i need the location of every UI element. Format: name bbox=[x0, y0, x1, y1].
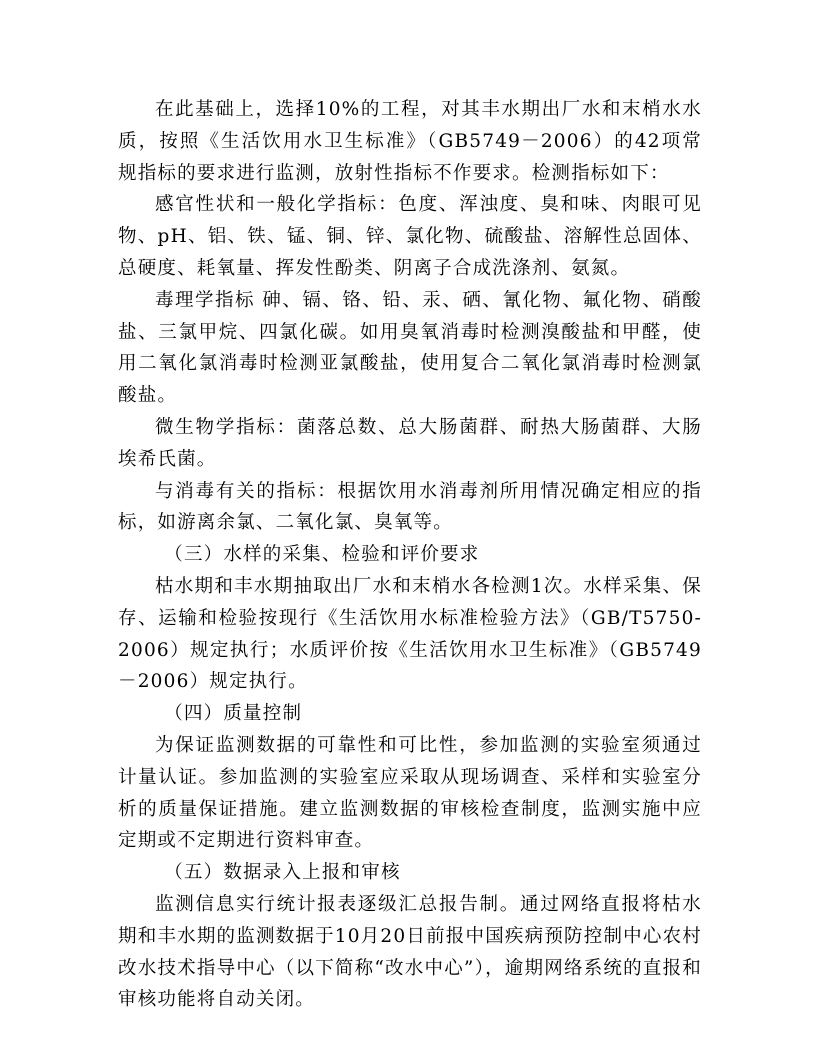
paragraph-sampling: 枯水期和丰水期抽取出厂水和末梢水各检测1次。水样采集、保存、运输和检验按现行《生活饮用水标准检验方法》（GB/T5750- 2006）规定执行；水质评价按《生活饮用水卫生标准》（GB5749－2006）规定执行。 bbox=[118, 575, 702, 693]
paragraph-data-entry: 监测信息实行统计报表逐级汇总报告制。通过网络直报将枯水期和丰水期的监测数据于10月20日前报中国疾病预防控制中心农村改水技术指导中心（以下简称“改水中心”），逾期网络系统的直报和审核功能将自动关闭。 bbox=[118, 893, 702, 1011]
paragraph-microbiology-indicators: 微生物学指标：菌落总数、总大肠菌群、耐热大肠菌群、大肠埃希氏菌。 bbox=[118, 416, 702, 470]
paragraph-quality-control: 为保证监测数据的可靠性和可比性，参加监测的实验室须通过计量认证。参加监测的实验室应采取从现场调查、采样和实验室分析的质量保证措施。建立监测数据的审核检查制度，监测实施中应定期或不定期进行资料审查。 bbox=[118, 734, 702, 852]
section-heading-data-entry: （五）数据录入上报和审核 bbox=[164, 862, 401, 884]
section-heading-sampling: （三）水样的采集、检验和评价要求 bbox=[164, 544, 480, 566]
paragraph-toxicology-indicators: 毒理学指标 砷、镉、铬、铅、汞、硒、氰化物、氟化物、硝酸盐、三氯甲烷、四氯化碳。如用臭氧消毒时检测溴酸盐和甲醛，使用二氧化氯消毒时检测亚氯酸盐，使用复合二氧化氯消毒时检测氯酸盐。 bbox=[118, 289, 702, 407]
paragraph-disinfection-indicators: 与消毒有关的指标：根据饮用水消毒剂所用情况确定相应的指标，如游离余氯、二氧化氯、臭氧等。 bbox=[118, 480, 702, 534]
section-heading-quality-control: （四）质量控制 bbox=[164, 703, 303, 725]
paragraph-intro: 在此基础上，选择10%的工程，对其丰水期出厂水和末梢水水质，按照《生活饮用水卫生标准》（GB5749－2006）的42项常规指标的要求进行监测，放射性指标不作要求。检测指标如下： bbox=[118, 99, 702, 184]
paragraph-sensory-indicators: 感官性状和一般化学指标：色度、浑浊度、臭和味、肉眼可见物、pH、铝、铁、锰、铜、锌、氯化物、硫酸盐、溶解性总固体、总硬度、耗氧量、挥发性酚类、阴离子合成洗涤剂、氨氮。 bbox=[118, 194, 702, 279]
document-body bbox=[118, 94, 702, 1016]
